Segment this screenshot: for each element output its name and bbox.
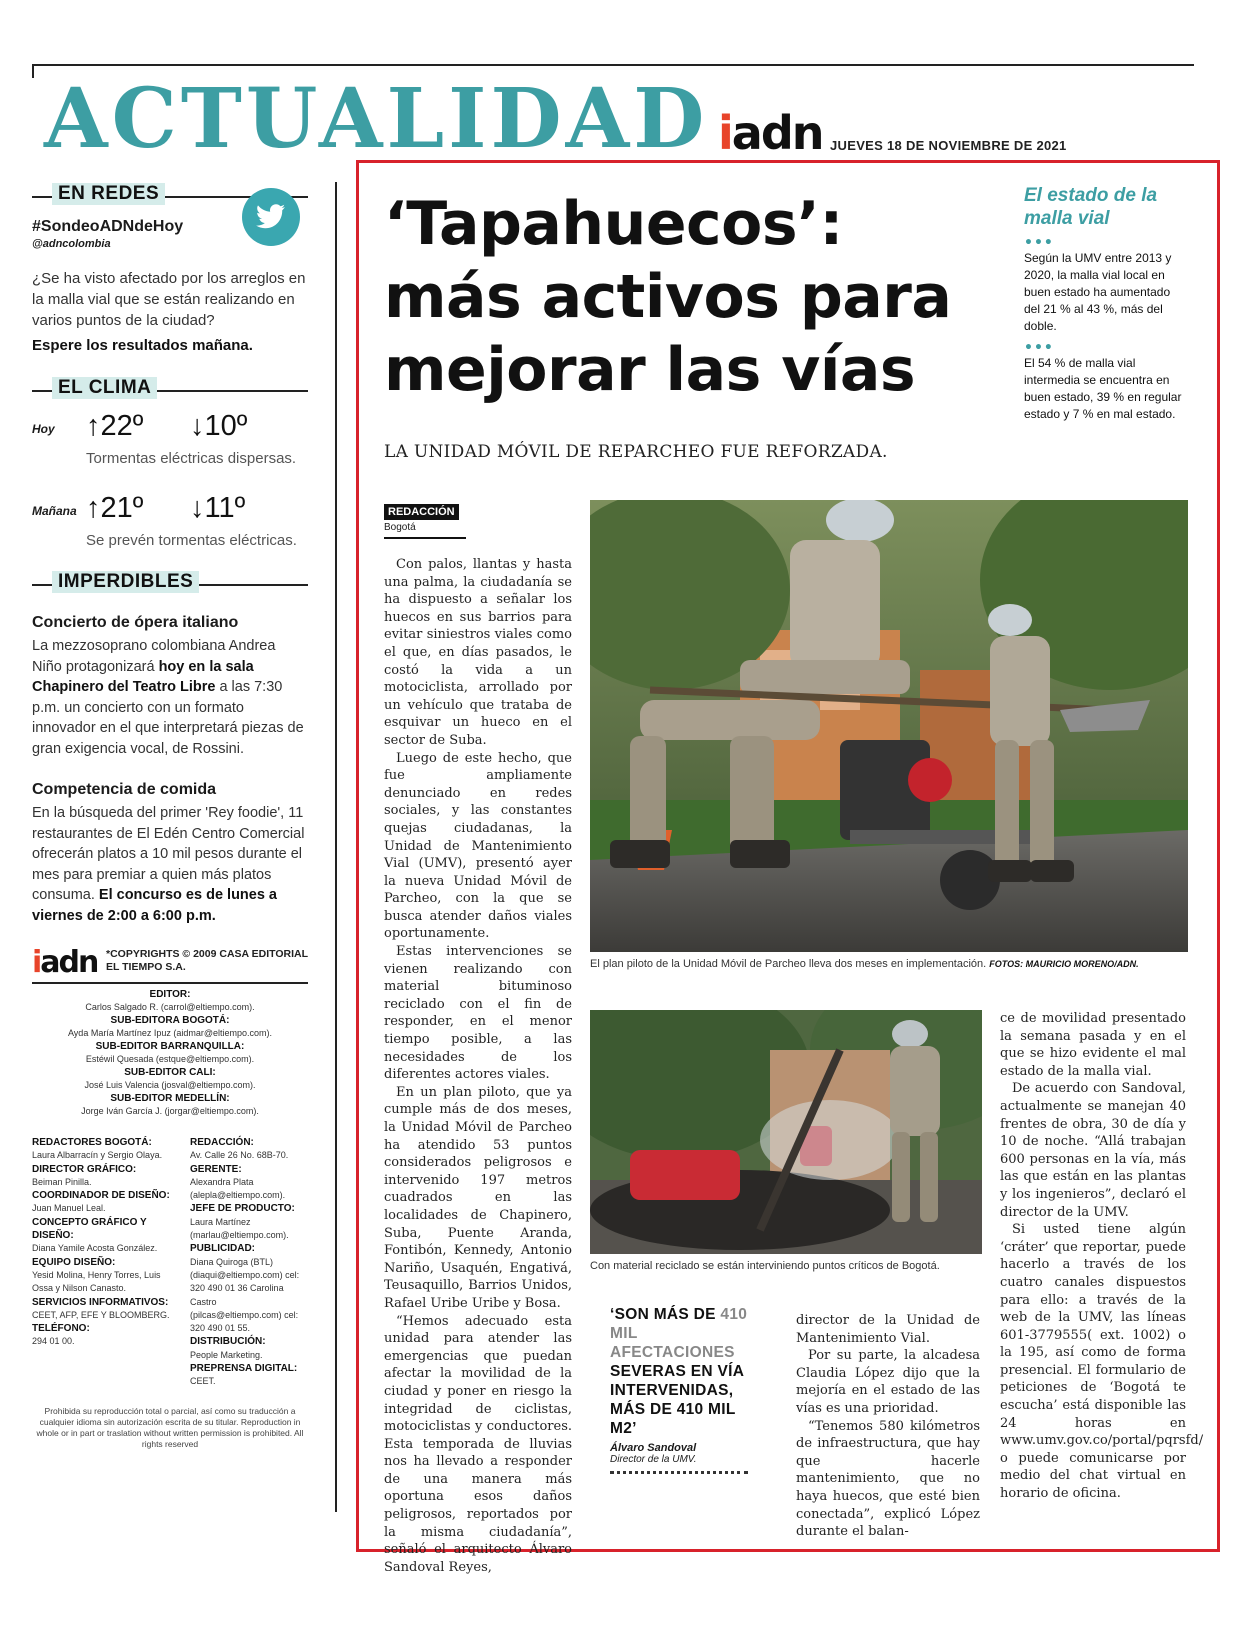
en-redes-label: EN REDES [52,183,165,205]
body-paragraph: Por su parte, la alcadesa Claudia López dijo que la mejoría en el estado de las vías es una prioridad. [796,1348,980,1416]
byline-city: Bogotá [384,522,466,539]
staff-credits-left [32,1136,182,1349]
credit-name: Juan Manuel Leal. [32,1203,106,1214]
credit-name: Yesid Molina, Henry Torres, Luis Ossa y Nilson Canasto. [32,1269,161,1294]
credit-role: TELÉFONO: [32,1323,90,1335]
credit-role: SUB-EDITORA BOGOTÁ: [110,1015,230,1026]
pull-quote [610,1305,754,1474]
section-title: ACTUALIDAD [44,71,709,167]
facts-box [1024,184,1186,423]
credit-name: Diana Yamile Acosta González. [32,1243,158,1254]
weather-today [32,406,308,488]
credit-role: EQUIPO DISEÑO: [32,1256,116,1268]
pull-quote-role: Director de la UMV. [610,1454,697,1465]
credit-name: Jorge Iván García J. (jorgar@eltiempo.com). [81,1106,259,1116]
body-column-3 [796,1312,980,1541]
weather-low: ↓10º [190,410,248,442]
body-paragraph: Con palos, llantas y hasta una palma, la ciudadanía se ha dispuesto a señalar los huecos en sus barrios para evitar siniestros viales como el que, en días pasados, le costó la vida a un motociclista, arrollado por un vehículo que trataba de esquivar un hueco en el sector de Suba. [384,557,572,748]
event-title: Concierto de ópera italiano [32,614,239,631]
pull-quote-dots [610,1471,748,1474]
credit-role: SUB-EDITOR MEDELLÍN: [110,1093,230,1104]
body-column-1 [384,556,572,1576]
credit-name: Alexandra Plata (alepla@eltiempo.com). [190,1176,286,1201]
body-paragraph: En un plan piloto, que ya cumple más de dos meses, la Unidad Móvil de Parcheo ha atendido 53 puntos considerados peligrosos e intervenido 197 metros cuadrados en las localidades de Chapinero, Suba, Puente Aranda, Fontibón, Kennedy, Antonio Nariño, Usaquén, Engativá, Teusaquillo, Barrios Unidos, Rafael Uribe Uribe y Bosa. [384,1084,572,1311]
dateline: JUEVES 18 DE NOVIEMBRE DE 2021 [830,138,1067,153]
body-paragraph: Si usted tiene algún ‘cráter’ que reportar, puede hacerlo a través de los cuatro canales dispuestos para ello: a través de la web de la UMV, las líneas 601-3779555( ext. 1002) o la 195, así como de forma presencial. El formulario de peticiones de ‘Bogotá te escucha’ está disponible las 24 horas en www.umv.gov.co/portal/pqrsfd/ o puede comunicarse por medio del chat virtual en horario de oficina. [1000,1222,1204,1502]
credit-role: SUB-EDITOR CALI: [124,1067,216,1078]
clima-header [32,376,308,406]
facts-dots: ••• [1024,235,1054,251]
weather-desc: Se prevén tormentas eléctricas. [86,532,297,549]
credit-role: SUB-EDITOR BARRANQUILLA: [95,1041,245,1052]
credit-role: EDITOR: [149,989,191,1000]
credit-role: DISTRIBUCIÓN: [190,1336,266,1348]
deck: LA UNIDAD MÓVIL DE REPARCHEO FUE REFORZADA. [384,442,888,462]
photo-caption-2: Con material reciclado se están interviniendo puntos críticos de Bogotá. [590,1260,940,1272]
credit-role: PUBLICIDAD: [190,1243,255,1255]
body-column-4 [1000,1010,1204,1503]
weather-tomorrow [32,488,308,570]
poll-question: ¿Se ha visto afectado por los arreglos en la malla vial que se están realizando en varios puntos de la ciudad? [32,270,306,329]
credit-name: People Marketing. [190,1349,263,1360]
credit-name: Estéwil Quesada (estque@eltiempo.com). [85,1054,255,1064]
logo-prefix: i [718,106,732,160]
column-divider [335,182,337,1512]
weather-day: Mañana [32,504,77,518]
body-paragraph: ce de movilidad presentado la semana pasada y en el que se hizo evidente el mal estado de la malla vial. [1000,1011,1186,1079]
imperdibles-label: IMPERDIBLES [52,571,199,593]
credit-name: Diana Quiroga (BTL) (diaqui@eltiempo.com) cel: 320 490 01 36 Carolina Castro (pilcas@eltiempo.com) cel: 320 490 01 55. [190,1256,300,1334]
credit-role: CONCEPTO GRÁFICO Y DISEÑO: [32,1216,147,1242]
weather-desc: Tormentas eléctricas dispersas. [86,450,297,467]
editors-credits [32,988,308,1118]
adn-logo-small: iadn [32,945,98,980]
poll-note: Espere los resultados mañana. [32,337,253,354]
top-rule-tick [32,64,34,78]
body-paragraph: “Tenemos 580 kilómetros de infraestructura, que hay que hacerle mantenimiento, que no haya huecos, que esté bien conectada”, explicó López durante el balan- [796,1418,980,1540]
legal-notice: Prohibida su reproducción total o parcial, así como su traducción a cualquier idioma sin autorización escrita de su titular. Reproduction in whole or in part or traslation without written permission is prohibited. All rights reserved [36,1406,304,1449]
credit-role: COORDINADOR DE DISEÑO: [32,1190,170,1202]
staff-credits-right [190,1136,310,1389]
fact-item: Según la UMV entre 2013 y 2020, la malla vial local en buen estado ha aumentado del 21 % al 43 %, más del doble. [1024,251,1172,333]
event-title: Competencia de comida [32,781,217,798]
credit-name: Laura Albarracín y Sergio Olaya. [32,1150,163,1161]
event-text: La mezzosoprano colombiana Andrea Niño protagonizará hoy en la sala Chapinero del Teatro Libre a las 7:30 p.m. un concierto con un formato innovador en el que interpretará piezas de gran exigencia vocal, de Rossini. [32,638,304,757]
fact-item: El 54 % de malla vial intermedia se encuentra en buen estado, 39 % en regular estado y 7 % en mal estado. [1024,356,1182,421]
logo-main: adn [731,106,823,160]
credit-role: DIRECTOR GRÁFICO: [32,1163,137,1175]
credit-name: Carlos Salgado R. (carrol@eltiempo.com). [85,1002,255,1012]
photo-credit: FOTOS: MAURICIO MORENO/ADN. [989,959,1139,969]
sidebar [32,182,308,1450]
hashtag: #SondeoADNdeHoy [32,218,184,235]
photo-recycled-material [590,1010,982,1254]
credit-name: CEET, AFP, EFE Y BLOOMBERG. [32,1309,170,1320]
twitter-bird-icon [242,188,300,246]
byline [384,500,466,539]
credit-name: Ayda María Martínez Ipuz (aidmar@eltiempo.com). [67,1028,273,1038]
photo-road-workers [590,500,1188,952]
credit-role: REDACTORES BOGOTÁ: [32,1137,152,1148]
credit-name: 294 01 00. [32,1336,75,1347]
facts-title: El estado de la malla vial [1024,185,1158,229]
credit-role: PREPRENSA DIGITAL: [190,1363,298,1375]
body-paragraph: Luego de este hecho, que fue ampliamente denunciado en redes sociales, y las constantes quejas ciudadanas, la Unidad de Mantenimiento Vial (UMV), presentó ayer la nueva Unidad Móvil de Parcheo, con la que se busca atender daños viales oportunamente. [384,750,572,942]
headline: ‘Tapahuecos’: más activos para mejorar las vías [384,189,952,405]
credit-name: Laura Martínez (marlau@eltiempo.com). [190,1216,289,1241]
event-text: En la búsqueda del primer 'Rey foodie', 11 restaurantes de El Edén Centro Comercial ofrecerán platos a 10 mil pesos durante el mes para premiar a quien más platos consuma. El concurso es de lunes a viernes de 2:00 a 6:00 p.m. [32,805,305,924]
photo-caption-1: El plan piloto de la Unidad Móvil de Parcheo lleva dos meses en implementación. FOTOS: MAURICIO MORENO/ADN. [590,958,1139,970]
facts-dots: ••• [1024,340,1054,356]
byline-label: REDACCIÓN [384,504,459,520]
credit-name: Av. Calle 26 No. 68B-70. [190,1150,289,1161]
credit-role: REDACCIÓN: [190,1137,254,1148]
weather-high: ↑22º [86,410,144,442]
weather-high: ↑21º [86,492,144,524]
credit-name: Beiman Pinilla. [32,1176,92,1187]
copyright-text: *COPYRIGHTS © 2009 CASA EDITORIAL EL TIEMPO S.A. [106,948,308,973]
body-paragraph: “Hemos adecuado esta unidad para atender las emergencias que puedan afectar la movilidad de la ciudad y poner en riesgo la integridad de ciclistas, motociclistas y conductores. Esta temporada de lluvias nos ha llevado a responder de una manera más oportuna esos daños peligrosos, reportados por la misma ciudadanía”, señaló el arquitecto Álvaro Sandoval Reyes, [384,1313,572,1575]
twitter-handle: @adncolombia [32,238,111,250]
credit-name: CEET. [190,1376,216,1387]
weather-day: Hoy [32,422,55,436]
weather-low: ↓11º [190,492,246,524]
adn-logo [718,106,823,160]
staff-credits [32,1136,308,1398]
body-paragraph: director de la Unidad de Mantenimiento Vial. [796,1313,980,1346]
credit-role: GERENTE: [190,1163,242,1175]
clima-label: EL CLIMA [52,377,157,399]
copyright-block [32,945,308,982]
pull-quote-text: ‘SON MÁS DE 410 MIL AFECTACIONES SEVERAS EN VÍA INTERVENIDAS, MÁS DE 410 MIL M2’ [610,1306,748,1437]
body-paragraph: Estas intervenciones se vienen realizando con material bituminoso reciclado con el fin de responder, en el menor tiempo posible, a las necesidades de los diferentes actores viales. [384,944,572,1083]
imperdibles-header [32,570,308,600]
body-paragraph: De acuerdo con Sandoval, actualmente se manejan 40 frentes de obra, 30 de día y 10 de noche. “Allá trabajan 600 personas en la vía, más las que están en las plantas y los ingenieros”, declaró el director de la UMV. [1000,1081,1186,1220]
pull-quote-name: Álvaro Sandoval [610,1442,697,1454]
top-rule [32,64,1194,66]
credit-role: SERVICIOS INFORMATIVOS: [32,1296,169,1308]
credit-name: José Luis Valencia (josval@eltiempo.com). [84,1080,256,1090]
credit-role: JEFE DE PRODUCTO: [190,1203,295,1215]
